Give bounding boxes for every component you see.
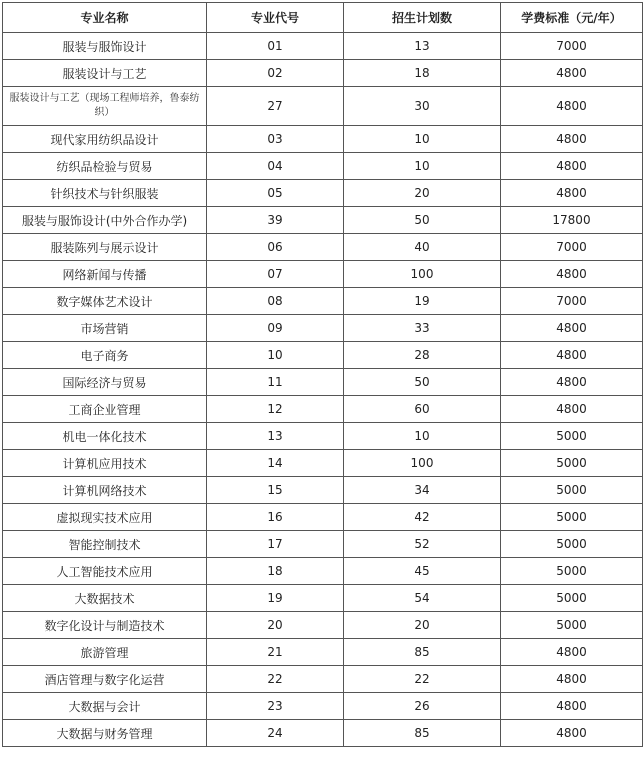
enrollment-plan-cell: 33 (344, 315, 501, 342)
major-code-cell: 23 (207, 693, 344, 720)
header-major-name: 专业名称 (3, 3, 207, 33)
major-code-cell: 13 (207, 423, 344, 450)
enrollment-plan-cell: 13 (344, 33, 501, 60)
table-row (3, 558, 643, 585)
table-row (3, 315, 643, 342)
major-name-cell: 大数据与财务管理 (3, 720, 207, 747)
table-row (3, 342, 643, 369)
table-header-row (3, 3, 643, 33)
header-enrollment-plan: 招生计划数 (344, 3, 501, 33)
enrollment-plan-cell: 20 (344, 612, 501, 639)
major-name-cell: 大数据与会计 (3, 693, 207, 720)
table-row (3, 666, 643, 693)
tuition-cell: 4800 (501, 60, 643, 87)
enrollment-plan-cell: 22 (344, 666, 501, 693)
major-name-cell: 计算机网络技术 (3, 477, 207, 504)
tuition-cell: 5000 (501, 612, 643, 639)
table-row (3, 450, 643, 477)
table-row (3, 585, 643, 612)
table-body (3, 33, 643, 747)
enrollment-plan-cell: 52 (344, 531, 501, 558)
major-code-cell: 11 (207, 369, 344, 396)
tuition-cell: 4800 (501, 342, 643, 369)
major-code-cell: 39 (207, 207, 344, 234)
enrollment-plan-cell: 85 (344, 720, 501, 747)
table-row (3, 87, 643, 126)
enrollment-plan-cell: 34 (344, 477, 501, 504)
enrollment-plan-cell: 60 (344, 396, 501, 423)
table-row (3, 477, 643, 504)
enrollment-plan-cell: 100 (344, 450, 501, 477)
table-row (3, 234, 643, 261)
major-code-cell: 07 (207, 261, 344, 288)
major-code-cell: 14 (207, 450, 344, 477)
tuition-cell: 5000 (501, 504, 643, 531)
tuition-cell: 5000 (501, 585, 643, 612)
tuition-cell: 4800 (501, 126, 643, 153)
table-row (3, 261, 643, 288)
tuition-cell: 7000 (501, 288, 643, 315)
major-name-cell: 针织技术与针织服装 (3, 180, 207, 207)
enrollment-plan-cell: 18 (344, 60, 501, 87)
tuition-cell: 4800 (501, 369, 643, 396)
major-name-cell: 网络新闻与传播 (3, 261, 207, 288)
table-row (3, 720, 643, 747)
tuition-cell: 5000 (501, 423, 643, 450)
enrollment-plan-cell: 28 (344, 342, 501, 369)
major-name-cell: 电子商务 (3, 342, 207, 369)
major-code-cell: 16 (207, 504, 344, 531)
table-row (3, 153, 643, 180)
tuition-cell: 4800 (501, 180, 643, 207)
major-name-cell: 计算机应用技术 (3, 450, 207, 477)
table-row (3, 33, 643, 60)
major-code-cell: 20 (207, 612, 344, 639)
enrollment-plan-cell: 10 (344, 423, 501, 450)
major-name-cell: 纺织品检验与贸易 (3, 153, 207, 180)
table-row (3, 639, 643, 666)
enrollment-plan-cell: 50 (344, 207, 501, 234)
major-code-cell: 01 (207, 33, 344, 60)
enrollment-plan-cell: 50 (344, 369, 501, 396)
major-code-cell: 19 (207, 585, 344, 612)
tuition-cell: 4800 (501, 87, 643, 126)
major-code-cell: 04 (207, 153, 344, 180)
table-row (3, 693, 643, 720)
enrollment-plan-cell: 10 (344, 126, 501, 153)
major-name-cell: 市场营销 (3, 315, 207, 342)
major-code-cell: 24 (207, 720, 344, 747)
major-code-cell: 15 (207, 477, 344, 504)
table-row (3, 60, 643, 87)
major-name-cell: 服装设计与工艺 (3, 60, 207, 87)
header-major-code: 专业代号 (207, 3, 344, 33)
enrollment-plan-cell: 30 (344, 87, 501, 126)
major-code-cell: 05 (207, 180, 344, 207)
table-row (3, 288, 643, 315)
major-name-cell: 虚拟现实技术应用 (3, 504, 207, 531)
tuition-cell: 5000 (501, 450, 643, 477)
table-row (3, 180, 643, 207)
major-name-cell: 服装陈列与展示设计 (3, 234, 207, 261)
major-code-cell: 03 (207, 126, 344, 153)
tuition-cell: 5000 (501, 531, 643, 558)
tuition-cell: 17800 (501, 207, 643, 234)
major-name-cell: 工商企业管理 (3, 396, 207, 423)
major-name-cell: 服装与服饰设计(中外合作办学) (3, 207, 207, 234)
enrollment-plan-cell: 40 (344, 234, 501, 261)
enrollment-plan-cell: 19 (344, 288, 501, 315)
major-name-cell: 机电一体化技术 (3, 423, 207, 450)
table-row (3, 396, 643, 423)
enrollment-plan-cell: 20 (344, 180, 501, 207)
tuition-cell: 4800 (501, 639, 643, 666)
major-name-cell: 酒店管理与数字化运营 (3, 666, 207, 693)
major-code-cell: 10 (207, 342, 344, 369)
tuition-cell: 4800 (501, 315, 643, 342)
enrollment-plan-cell: 54 (344, 585, 501, 612)
major-name-cell: 智能控制技术 (3, 531, 207, 558)
major-name-cell: 现代家用纺织品设计 (3, 126, 207, 153)
major-code-cell: 02 (207, 60, 344, 87)
table-row (3, 126, 643, 153)
table-row (3, 423, 643, 450)
major-name-cell: 国际经济与贸易 (3, 369, 207, 396)
enrollment-plan-cell: 85 (344, 639, 501, 666)
tuition-cell: 7000 (501, 234, 643, 261)
table-row (3, 369, 643, 396)
table-row (3, 612, 643, 639)
tuition-cell: 4800 (501, 720, 643, 747)
major-code-cell: 08 (207, 288, 344, 315)
table-row (3, 504, 643, 531)
major-code-cell: 18 (207, 558, 344, 585)
enrollment-plan-cell: 45 (344, 558, 501, 585)
tuition-cell: 5000 (501, 477, 643, 504)
major-name-cell: 大数据技术 (3, 585, 207, 612)
major-name-cell: 服装设计与工艺（现场工程师培养，鲁泰纺织） (3, 87, 207, 126)
tuition-cell: 4800 (501, 396, 643, 423)
major-name-cell: 旅游管理 (3, 639, 207, 666)
major-code-cell: 06 (207, 234, 344, 261)
major-name-cell: 数字化设计与制造技术 (3, 612, 207, 639)
tuition-cell: 5000 (501, 558, 643, 585)
enrollment-table (2, 2, 643, 747)
major-name-cell: 服装与服饰设计 (3, 33, 207, 60)
tuition-cell: 4800 (501, 666, 643, 693)
tuition-cell: 4800 (501, 693, 643, 720)
major-code-cell: 17 (207, 531, 344, 558)
major-code-cell: 12 (207, 396, 344, 423)
tuition-cell: 4800 (501, 153, 643, 180)
major-code-cell: 27 (207, 87, 344, 126)
tuition-cell: 4800 (501, 261, 643, 288)
major-code-cell: 22 (207, 666, 344, 693)
enrollment-plan-cell: 26 (344, 693, 501, 720)
enrollment-plan-cell: 100 (344, 261, 501, 288)
enrollment-plan-cell: 42 (344, 504, 501, 531)
major-name-cell: 数字媒体艺术设计 (3, 288, 207, 315)
table-row (3, 531, 643, 558)
table-row (3, 207, 643, 234)
tuition-cell: 7000 (501, 33, 643, 60)
major-code-cell: 21 (207, 639, 344, 666)
major-code-cell: 09 (207, 315, 344, 342)
header-tuition: 学费标准（元/年） (501, 3, 643, 33)
enrollment-plan-cell: 10 (344, 153, 501, 180)
major-name-cell: 人工智能技术应用 (3, 558, 207, 585)
